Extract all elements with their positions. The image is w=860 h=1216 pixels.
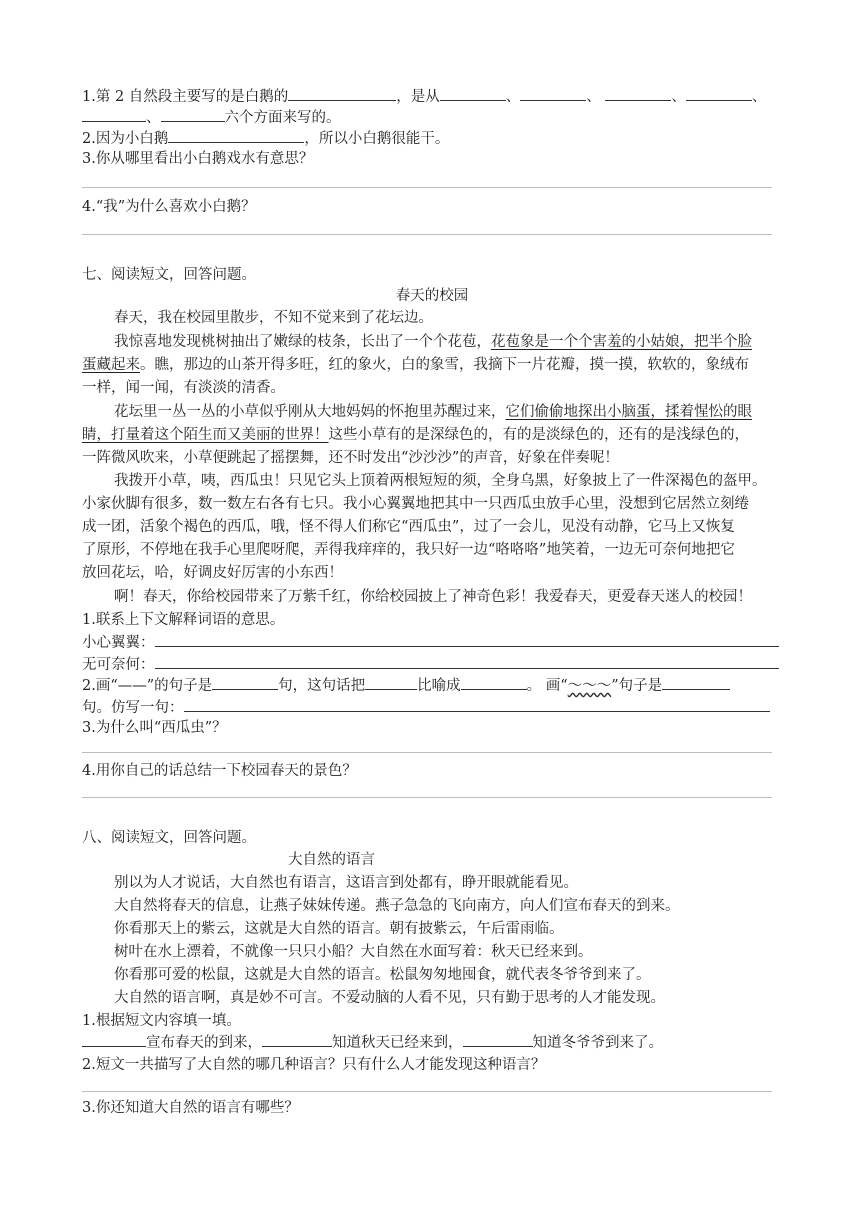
s8-q1-blank-2[interactable]: [262, 1032, 332, 1047]
s6-q1-blank-2[interactable]: [440, 86, 506, 101]
wavy-line-icon: ～～～: [567, 678, 612, 694]
s8-heading: 八、阅读短文，回答问题。: [82, 830, 256, 846]
s8-q1-text-c: 知道冬爷爷到来了。: [532, 1035, 663, 1051]
s8-q3: 3.你还知道大自然的语言有哪些？: [82, 1100, 299, 1116]
s8-q1-text-a: 宣布春天的到来，: [146, 1035, 262, 1051]
s7-p3-line3: 一阵微风吹来，小草便跳起了摇摆舞，还不时发出“沙沙沙”的声音，好象在伴奏呢！: [82, 450, 619, 466]
s6-q1-blank-1[interactable]: [288, 86, 396, 101]
s6-q1-blank-5[interactable]: [686, 86, 752, 101]
s7-p2-text: 我惊喜地发现桃树抽出了嫩绿的枝条，长出了一个个花苞，: [114, 334, 491, 350]
s6-q3: 3.你从哪里看出小白鹅戏水有意思？: [82, 151, 314, 167]
s7-p3-text: 花坛里一丛一丛的小草似乎刚从大地妈妈的怀抱里苏醒过来，: [114, 404, 506, 420]
s8-p2: 大自然将春天的信息，让燕子妹妹传递。燕子急急的飞向南方，向人们宣布春天的到来。: [114, 898, 680, 914]
s8-q1-blank-3[interactable]: [463, 1032, 533, 1047]
s8-q1-text-b: 知道秋天已经来到，: [332, 1035, 463, 1051]
s6-q3-answer-line[interactable]: [82, 187, 772, 188]
s6-q4: 4.“我”为什么喜欢小白鹅？: [82, 199, 256, 215]
s7-p3-text-cont: 这些小草有的是深绿色的，有的是淡绿色的，还有的是浅绿色的，: [328, 427, 749, 443]
s6-q1-text-h: 六个方面来写的。: [224, 110, 341, 126]
s7-q1a-blank[interactable]: [155, 632, 779, 647]
s7-p4-line5: 放回花坛，哈，好调皮好厉害的小东西！: [82, 565, 343, 581]
s7-q1a: [82, 632, 782, 653]
s6-q1-line2: [82, 107, 782, 128]
s7-q1a-label: 小心翼翼：: [82, 635, 155, 651]
s7-p3-underlined: 它们偷偷地探出小脑蛋，揉着惺忪的眼: [505, 404, 752, 420]
s7-p1: 春天，我在校园里散步，不知不觉来到了花坛边。: [114, 310, 433, 326]
s8-title: 大自然的语言: [288, 852, 375, 868]
s7-p5: 啊！春天，你给校园带来了万紫千红，你给校园披上了神奇色彩！我爱春天，更爱春天迷人的校园！: [114, 589, 752, 605]
s7-p4-line3: 成一团，活象个褐色的西瓜，哦，怪不得人们称它“西瓜虫”，过了一会儿，见没有动静，它马上又恢复: [82, 519, 735, 535]
s7-p2-underlined-cont: 蛋藏起来: [82, 357, 140, 373]
s6-q1-blank-7[interactable]: [161, 107, 225, 122]
s7-q2-line1: [82, 675, 782, 696]
s7-q2-blank-4[interactable]: [662, 675, 730, 690]
s6-q1-sep-3: 、: [671, 89, 686, 105]
s6-q1-blank-4[interactable]: [605, 86, 671, 101]
s8-q2: 2.短文一共描写了大自然的哪几种语言？只有什么人才能发现这种语言？: [82, 1057, 546, 1073]
s7-p2-line3: 一样，闻一闻，有淡淡的清香。: [82, 380, 285, 396]
s7-q1b-blank[interactable]: [155, 654, 779, 669]
s7-q2-imitation-blank[interactable]: [184, 697, 770, 712]
s6-q1-sep-1: 、: [505, 89, 521, 105]
s7-q2-text-b: 句，这句话把: [278, 678, 366, 694]
s7-q2-blank-3[interactable]: [461, 675, 527, 690]
s7-p4-line4: 了原形，不停地在我手心里爬呀爬，弄得我痒痒的，我只好一边“咯咯咯”地笑着，一边无可奈何地把它: [82, 542, 735, 558]
s6-q1-blank-6[interactable]: [82, 107, 146, 122]
s7-q3-answer-line[interactable]: [82, 752, 772, 753]
s6-q1-line1: [82, 86, 782, 107]
s7-p3-line1: [114, 402, 778, 422]
s6-q1-sep-5: 、: [146, 110, 161, 126]
s7-heading: 七、阅读短文，回答问题。: [82, 267, 256, 283]
s8-p6: 大自然的语言啊，真是妙不可言。不爱动脑的人看不见，只有勤于思考的人才能发现。: [114, 990, 665, 1006]
s7-p2-line1: [114, 332, 778, 352]
s7-q4-answer-line[interactable]: [82, 797, 772, 798]
s8-p5: 你看那可爱的松鼠，这就是大自然的语言。松鼠匆匆地囤食，就代表冬爷爷到来了。: [114, 967, 651, 983]
s7-p3-line2: [82, 425, 782, 445]
s7-p3-underlined-cont: 睛，打量着这个陌生而又美丽的世界！: [82, 427, 329, 443]
s7-title: 春天的校园: [395, 288, 469, 304]
s7-p4-line1: 我拨开小草，咦，西瓜虫！只见它头上顶着两根短短的须，全身乌黑，好象披上了一件深褐色的盔甲。: [114, 473, 767, 489]
s7-q2-text-e: ”句子是: [611, 678, 663, 694]
s6-q2-text-a: 2.因为小白鹅: [82, 131, 169, 147]
s7-q1b-label: 无可奈何：: [82, 657, 155, 673]
s6-q2: [82, 128, 782, 149]
s7-q3: 3.为什么叫“西瓜虫”？: [82, 720, 227, 736]
s7-q2-text-a: 2.画“——”的句子是: [82, 678, 213, 694]
s8-p4: 树叶在水上漂着，不就像一只只小船？大自然在水面写着：秋天已经来到。: [114, 944, 593, 960]
s7-q1: 1.联系上下文解释词语的意思。: [82, 612, 285, 628]
s8-q1-blank-1[interactable]: [82, 1032, 146, 1047]
s6-q1-sep-2: 、: [586, 89, 601, 105]
s6-q4-answer-line[interactable]: [82, 234, 772, 235]
s6-q1-sep-4: 、: [751, 89, 767, 105]
s7-q2-line2: [82, 697, 782, 718]
s6-q2-text-b: ，所以小白鹅很能干。: [304, 131, 450, 147]
s8-q2-answer-line[interactable]: [82, 1091, 772, 1092]
s7-q2-blank-1[interactable]: [212, 675, 278, 690]
s8-q1: 1.根据短文内容填一填。: [82, 1013, 241, 1029]
s7-q2-text-f: 句。仿写一句：: [82, 700, 184, 716]
s6-q1-text-a: 1.第 2 自然段主要写的是白鹅的: [82, 89, 289, 105]
s6-q2-blank[interactable]: [168, 128, 304, 143]
s6-q1-blank-3[interactable]: [520, 86, 586, 101]
s7-p2-line2: [82, 355, 782, 375]
s7-q4: 4.用你自己的话总结一下校园春天的景色？: [82, 763, 357, 779]
s8-p1: 别以为人才说话，大自然也有语言，这语言到处都有，睁开眼就能看见。: [114, 875, 578, 891]
s7-q2-text-d: 。 画“: [526, 678, 568, 694]
s7-q2-blank-2[interactable]: [365, 675, 417, 690]
s7-q2-text-c: 比喻成: [417, 678, 461, 694]
s7-p2-underlined: 花苞象是一个个害羞的小姑娘，把半个脸: [491, 334, 752, 350]
s6-q1-text-b: ，是从: [396, 89, 440, 105]
s8-q1-fill: [82, 1032, 782, 1053]
s7-p2-text-cont: 。瞧，那边的山茶开得多旺，红的象火，白的象雪，我摘下一片花瓣，摸一摸，软软的，象绒布: [140, 357, 749, 373]
s8-p3: 你看那天上的紫云，这就是大自然的语言。朝有披紫云，午后雷雨临。: [114, 921, 564, 937]
s7-p4-line2: 小家伙脚有很多，数一数左右各有七只。我小心翼翼地把其中一只西瓜虫放手心里，没想到它居然立刻绻: [82, 496, 749, 512]
s7-q1b: [82, 654, 782, 675]
